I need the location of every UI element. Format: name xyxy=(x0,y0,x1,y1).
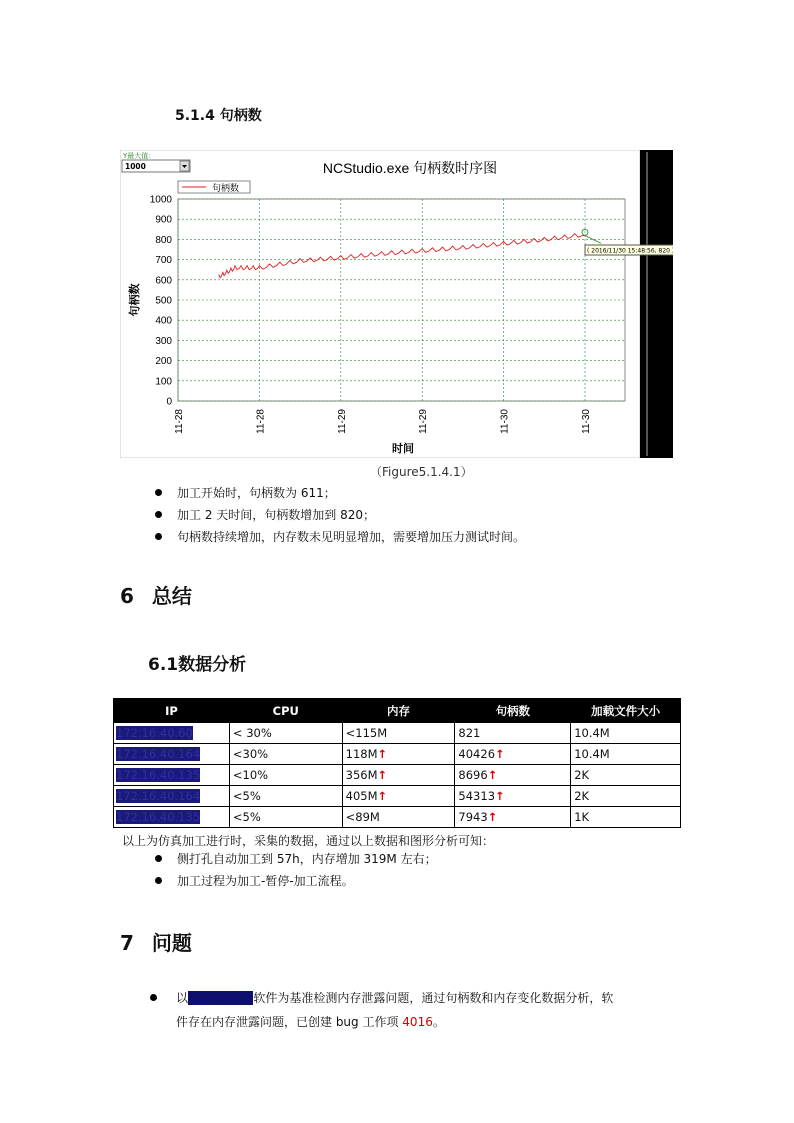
table-row xyxy=(114,744,681,765)
issue-paragraph xyxy=(150,986,613,1034)
x-axis-label: 时间 xyxy=(392,442,414,455)
bullet-icon xyxy=(155,877,162,884)
handle-count-chart xyxy=(120,150,673,458)
handles-cell: 54313↑ xyxy=(455,786,571,807)
bug-id[interactable]: 4016 xyxy=(402,1015,433,1029)
bullet-icon xyxy=(155,533,162,540)
chart-title: NCStudio.exe 句柄数时序图 xyxy=(322,160,498,176)
chart-screenshot xyxy=(120,150,673,458)
dropdown-label: Y最大值： xyxy=(123,152,156,160)
size-cell: 2K xyxy=(571,786,681,807)
list-item: 侧打孔自动加工到 57h，内存增加 319M 左右； xyxy=(155,848,437,870)
list-item: 加工开始时，句柄数为 611； xyxy=(155,482,525,504)
memory-cell: <89M xyxy=(342,807,455,828)
section-6-heading: 6 总结 xyxy=(120,584,192,608)
ip-cell: 172.16.40.60 xyxy=(116,726,193,740)
y-tick-label: 200 xyxy=(155,356,172,368)
handles-cell: 821 xyxy=(455,723,571,744)
arrow-up-icon: ↑ xyxy=(377,789,388,803)
y-tick-label: 0 xyxy=(166,396,172,408)
list-item: 句柄数持续增加，内存数未见明显增加，需要增加压力测试时间。 xyxy=(155,526,525,548)
cpu-cell: <5% xyxy=(229,807,342,828)
x-tick-label: 11-30 xyxy=(581,409,592,434)
y-tick-label: 1000 xyxy=(149,194,172,206)
y-tick-label: 300 xyxy=(155,335,172,347)
x-tick-label: 11-29 xyxy=(418,409,430,434)
cpu-cell: <30% xyxy=(229,744,342,765)
y-tick-label: 100 xyxy=(155,376,172,388)
table-row xyxy=(114,765,681,786)
size-cell: 1K xyxy=(571,807,681,828)
col-header-cpu: CPU xyxy=(229,699,342,723)
bullet-icon xyxy=(150,994,157,1001)
section-7-heading: 7 问题 xyxy=(120,931,192,955)
bullet-icon xyxy=(155,511,162,518)
data-table xyxy=(113,698,681,828)
handles-cell: 8696↑ xyxy=(455,765,571,786)
y-tick-label: 500 xyxy=(155,295,172,307)
summary-text: 以上为仿真加工进行时，采集的数据，通过以上数据和图形分析可知： xyxy=(122,834,495,848)
section-61-heading: 6.1数据分析 xyxy=(148,655,247,675)
size-cell: 10.4M xyxy=(571,723,681,744)
col-header-file-size: 加载文件大小 xyxy=(571,699,681,723)
y-axis-label: 句柄数 xyxy=(128,283,141,317)
cpu-cell: < 30% xyxy=(229,723,342,744)
arrow-up-icon: ↑ xyxy=(487,810,498,824)
handles-cell: 7943↑ xyxy=(455,807,571,828)
memory-cell: 405M↑ xyxy=(342,786,455,807)
y-tick-label: 900 xyxy=(155,214,172,226)
y-tick-label: 600 xyxy=(155,275,172,287)
x-tick-label: 11-30 xyxy=(499,409,511,434)
y-tick-label: 700 xyxy=(155,255,172,267)
cpu-cell: <10% xyxy=(229,765,342,786)
x-tick-label: 11-28 xyxy=(255,409,267,434)
x-tick-label: 11-29 xyxy=(336,409,348,434)
y-tick-label: 800 xyxy=(155,234,172,246)
table-row xyxy=(114,723,681,744)
section-heading: 5.1.4 句柄数 xyxy=(175,108,262,124)
memory-cell: 356M↑ xyxy=(342,765,455,786)
legend-label: 句柄数 xyxy=(212,184,240,194)
cpu-cell: <5% xyxy=(229,786,342,807)
dropdown-value: 1000 xyxy=(125,162,146,171)
memory-cell: 118M↑ xyxy=(342,744,455,765)
ip-cell: 172.16.40.164 xyxy=(116,747,201,761)
bullet-icon xyxy=(155,855,162,862)
bullet-list-514 xyxy=(155,482,525,548)
arrow-up-icon: ↑ xyxy=(495,747,505,761)
ip-cell: 172.16.40.135 xyxy=(116,810,201,824)
col-header-ip: IP xyxy=(114,699,230,723)
table-row xyxy=(114,807,681,828)
col-header-handles: 句柄数 xyxy=(455,699,571,723)
arrow-up-icon: ↑ xyxy=(377,768,388,782)
table-row xyxy=(114,786,681,807)
memory-cell: <115M xyxy=(342,723,455,744)
x-tick-label: 11-28 xyxy=(174,409,185,434)
bullet-list-61 xyxy=(155,848,437,892)
redacted-text: 维宏NC软件 xyxy=(188,991,254,1005)
bullet-icon xyxy=(155,489,162,496)
list-item: 加工 2 天时间，句柄数增加到 820； xyxy=(155,504,525,526)
list-item: 加工过程为加工-暂停-加工流程。 xyxy=(155,870,437,892)
table-header-row xyxy=(114,699,681,723)
list-item: 以维宏NC软件软件为基准检测内存泄露问题，通过句柄数和内存变化数据分析，软 件存在内存泄露问题，已创建 bug 工作项 4016。 xyxy=(150,986,613,1034)
figure-caption: （Figure5.1.4.1） xyxy=(370,465,473,479)
y-tick-label: 400 xyxy=(155,315,172,327)
tooltip-text: ( 2016/11/30 15:48:56, 820 ) xyxy=(587,247,673,255)
col-header-memory: 内存 xyxy=(342,699,455,723)
ip-cell: 172.16.40.164 xyxy=(116,789,201,803)
size-cell: 2K xyxy=(571,765,681,786)
arrow-up-icon: ↑ xyxy=(495,789,505,803)
arrow-up-icon: ↑ xyxy=(487,768,498,782)
size-cell: 10.4M xyxy=(571,744,681,765)
ip-cell: 172.16.40.135 xyxy=(116,768,201,782)
arrow-up-icon: ↑ xyxy=(377,747,388,761)
handles-cell: 40426↑ xyxy=(455,744,571,765)
